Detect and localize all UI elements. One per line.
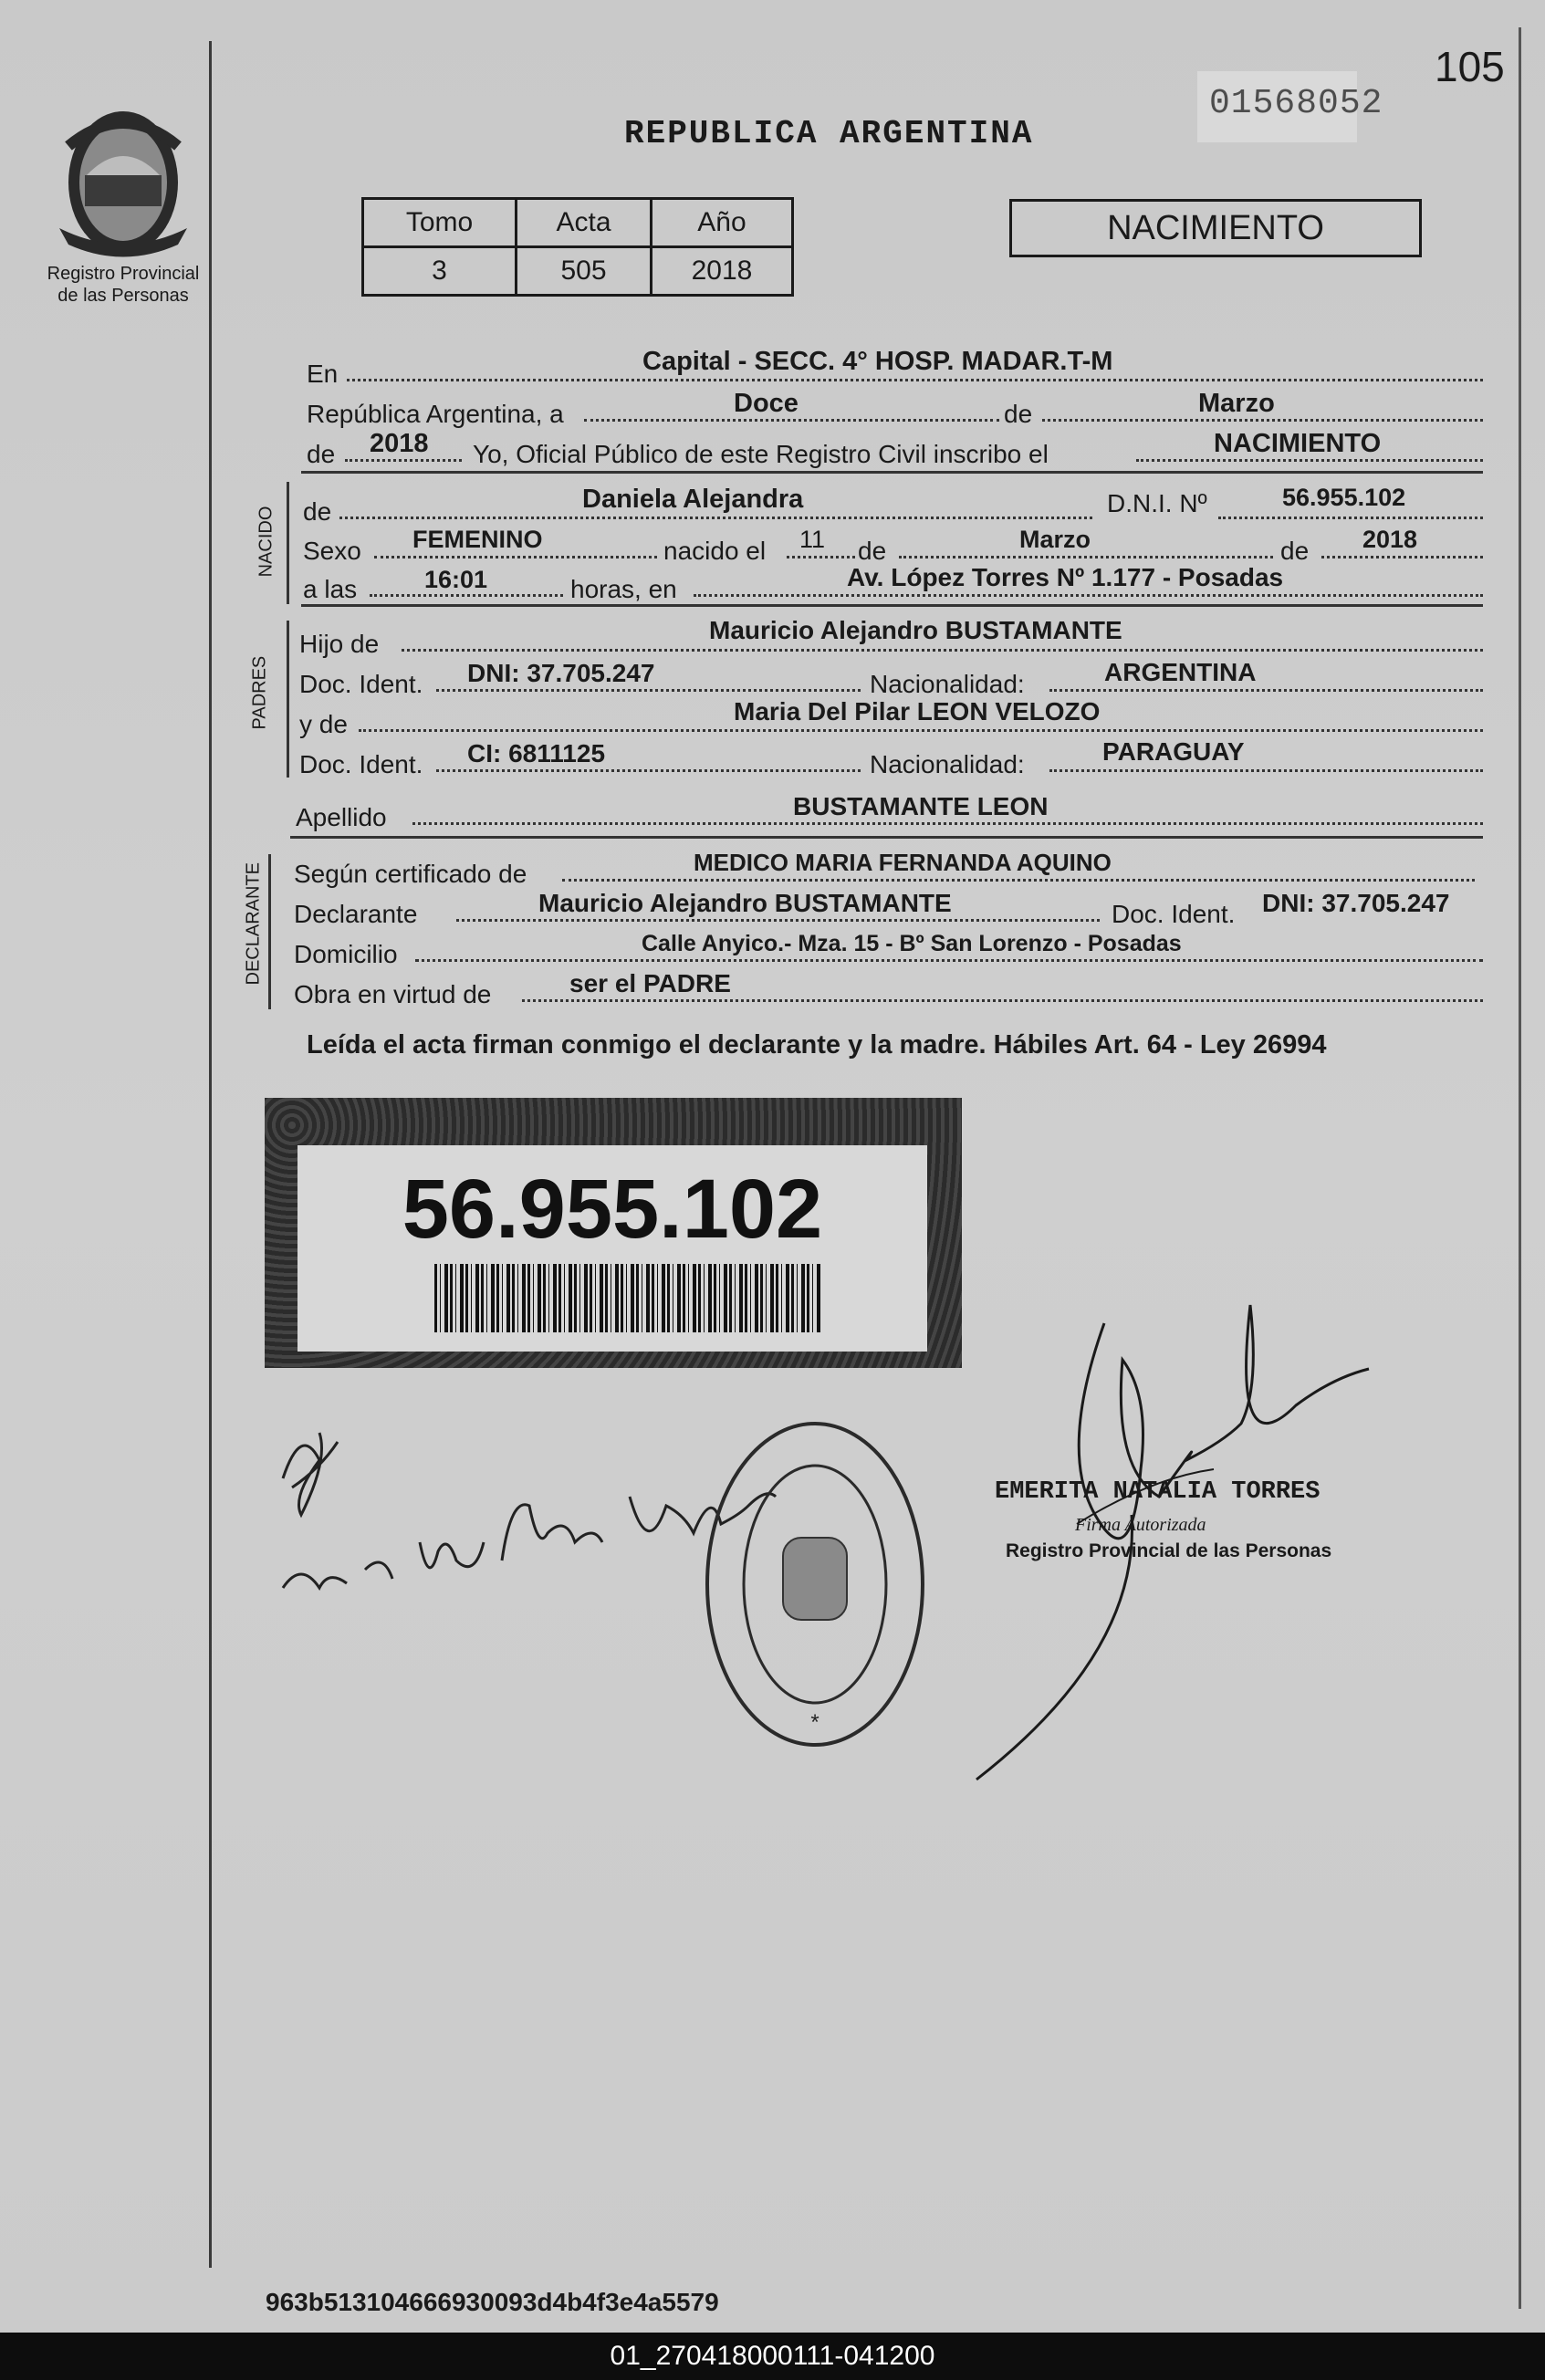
dotted-line: [412, 822, 1483, 825]
dotted-line: [1218, 517, 1483, 519]
anio-header: Año: [652, 199, 793, 247]
nacido-section-label: NACIDO: [256, 506, 277, 578]
dotted-line: [402, 649, 1483, 652]
registration-month: Marzo: [1198, 389, 1275, 418]
registry-office: Capital - SECC. 4° HOSP. MADAR.T-M: [642, 347, 1113, 376]
registration-year: 2018: [370, 429, 429, 458]
de-label: de: [1280, 537, 1310, 565]
sexo-label: Sexo: [303, 537, 361, 565]
surname: BUSTAMANTE LEON: [793, 792, 1049, 820]
dotted-line: [899, 556, 1273, 558]
section-bracket: [287, 621, 289, 778]
day-in-words: Doce: [734, 389, 799, 418]
mother-name: Maria Del Pilar LEON VELOZO: [734, 697, 1101, 725]
declarante-label: Declarante: [294, 900, 418, 928]
hijo-de-label: Hijo de: [299, 630, 380, 658]
birth-year: 2018: [1362, 526, 1418, 553]
dotted-line: [1049, 769, 1483, 772]
child-dni: 56.955.102: [1282, 484, 1406, 511]
barcode: [434, 1264, 822, 1332]
acta-value: 505: [517, 247, 652, 296]
doc-ident-label: Doc. Ident.: [1112, 900, 1236, 928]
dotted-line: [345, 459, 462, 462]
section-bracket: [268, 854, 271, 1009]
officer-organization: Registro Provincial de las Personas: [1006, 1540, 1332, 1561]
official-stamp: [703, 1419, 927, 1749]
dotted-line: [694, 594, 1483, 597]
section-divider: [290, 836, 1483, 839]
nacionalidad-label: Nacionalidad:: [870, 750, 1025, 778]
dotted-line: [339, 517, 1092, 519]
father-name: Mauricio Alejandro BUSTAMANTE: [709, 616, 1122, 644]
act-type-box: NACIMIENTO: [1009, 199, 1422, 257]
dotted-line: [359, 729, 1483, 732]
misiones-coat-of-arms-logo: [50, 100, 196, 260]
father-nationality: ARGENTINA: [1104, 658, 1257, 686]
dotted-line: [584, 419, 999, 422]
acta-header: Acta: [517, 199, 652, 247]
document-hash: 963b513104666930093d4b4f3e4a5579: [266, 2288, 719, 2316]
dotted-line: [415, 959, 1483, 962]
de-label: de: [307, 440, 336, 468]
registry-line-2: de las Personas: [57, 286, 189, 306]
obra-en-virtud-label: Obra en virtud de: [294, 980, 492, 1008]
declarante-section-label: DECLARANTE: [243, 862, 264, 986]
dotted-line: [1049, 689, 1483, 692]
doc-ident-label: Doc. Ident.: [299, 670, 423, 698]
dotted-line: [787, 556, 855, 558]
de-label: de: [303, 497, 332, 526]
child-name: Daniela Alejandra: [582, 485, 804, 514]
tomo-header: Tomo: [363, 199, 517, 247]
domicilio-label: Domicilio: [294, 940, 398, 968]
section-bracket: [287, 482, 289, 604]
apellido-label: Apellido: [296, 803, 387, 831]
section-divider: [301, 471, 1483, 474]
nacionalidad-label: Nacionalidad:: [870, 670, 1025, 698]
page-number: 105: [1435, 43, 1505, 90]
tomo-value: 3: [363, 247, 517, 296]
birth-month: Marzo: [1019, 526, 1091, 553]
segun-certificado-label: Según certificado de: [294, 860, 527, 888]
margin-rule: [209, 41, 212, 2268]
padres-section-label: PADRES: [249, 655, 270, 730]
dni-label: D.N.I. Nº: [1107, 489, 1207, 517]
birth-day: 11: [799, 526, 826, 553]
mother-document: CI: 6811125: [467, 739, 606, 767]
card-window: [298, 1145, 927, 1352]
inscription-type: NACIMIENTO: [1214, 429, 1382, 458]
anio-value: 2018: [652, 247, 793, 296]
dotted-line: [1042, 419, 1483, 422]
page-edge-rule: [1519, 27, 1521, 2309]
en-label: En: [307, 360, 339, 388]
birth-address: Av. López Torres Nº 1.177 - Posadas: [847, 563, 1284, 591]
dotted-line: [436, 689, 861, 692]
dotted-line: [374, 556, 657, 558]
y-de-label: y de: [299, 710, 348, 738]
registry-line-1: Registro Provincial: [47, 264, 200, 284]
svg-text:*: *: [810, 1710, 819, 1735]
declarant-relationship: ser el PADRE: [569, 969, 731, 997]
mother-nationality: PARAGUAY: [1102, 737, 1245, 766]
closing-statement: Leída el acta firman conmigo el declarante y la madre. Hábiles Art. 64 - Ley 26994: [307, 1030, 1327, 1060]
father-document: DNI: 37.705.247: [467, 659, 655, 687]
dotted-line: [456, 919, 1100, 922]
a-las-label: a las: [303, 575, 358, 603]
republica-label: República Argentina, a: [307, 400, 564, 428]
oficial-text: Yo, Oficial Público de este Registro Civil inscribo el: [473, 440, 1049, 468]
declarant-address: Calle Anyico.- Mza. 15 - Bº San Lorenzo - Posadas: [642, 931, 1182, 956]
tomo-acta-anio-table: [361, 197, 794, 297]
dotted-line: [347, 379, 1483, 381]
section-divider: [301, 604, 1483, 607]
declarant-document: DNI: 37.705.247: [1262, 889, 1450, 917]
dni-card-number: 56.955.102: [402, 1163, 823, 1256]
child-sex: FEMENINO: [412, 526, 543, 553]
serial-number: 01568052: [1209, 84, 1383, 123]
dni-number-card: [265, 1098, 962, 1368]
de-label: de: [858, 537, 887, 565]
de-label: de: [1004, 400, 1033, 428]
document-title: REPUBLICA ARGENTINA: [624, 115, 1034, 152]
dotted-line: [370, 594, 563, 597]
dotted-line: [1136, 459, 1483, 462]
declarant-name: Mauricio Alejandro BUSTAMANTE: [538, 889, 952, 917]
certifying-doctor: MEDICO MARIA FERNANDA AQUINO: [694, 849, 1112, 876]
dotted-line: [436, 769, 861, 772]
doc-ident-label: Doc. Ident.: [299, 750, 423, 778]
birth-time: 16:01: [424, 566, 488, 593]
officer-name: EMERITA NATALIA TORRES: [995, 1478, 1321, 1506]
nacido-el-label: nacido el: [663, 537, 767, 565]
dotted-line: [522, 999, 1483, 1002]
dotted-line: [1321, 556, 1483, 558]
dotted-line: [562, 879, 1475, 882]
registry-label: [27, 263, 219, 307]
horas-en-label: horas, en: [570, 575, 677, 603]
footer-identifier: 01_270418000111-041200: [0, 2333, 1545, 2380]
officer-role: Firma Autorizada: [1075, 1515, 1206, 1535]
